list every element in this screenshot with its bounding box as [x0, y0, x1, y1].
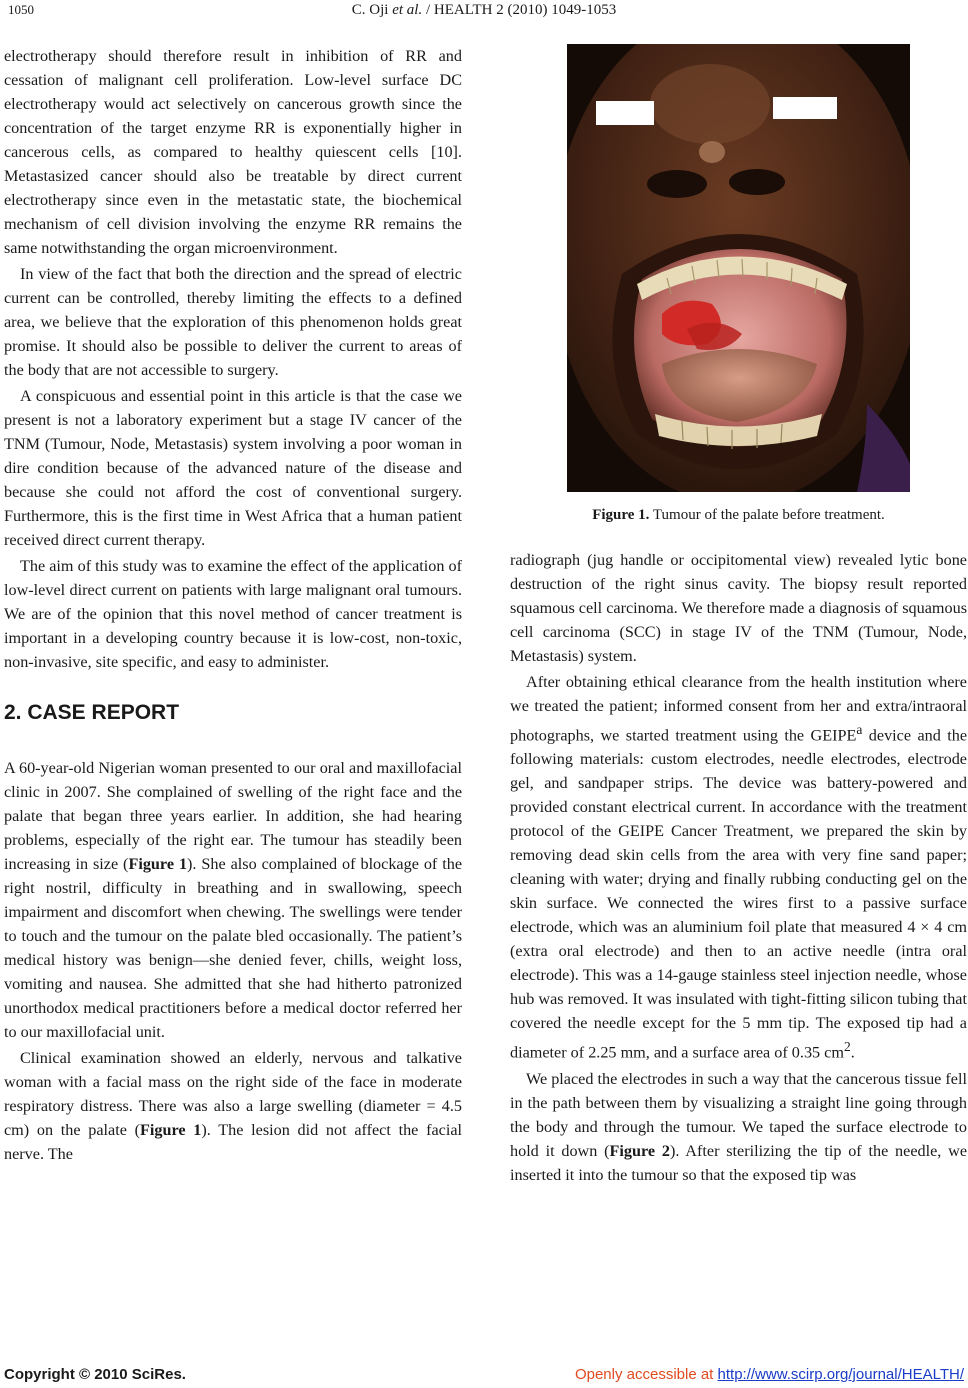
- palate-tumour-photo: [567, 44, 910, 492]
- figure-caption-text: Tumour of the palate before treatment.: [649, 507, 885, 523]
- paragraph-current-control: In view of the fact that both the direction and the spread of electric current can be controlled, thereby limiting the effects to a defined area, we believe that the exploration of this phenomenon holds great promise. It should also be possible to deliver the current to areas of the body that are not accessible to surgery.: [4, 265, 462, 379]
- figure-2-reference[interactable]: Figure 2: [609, 1141, 670, 1160]
- paragraph-treatment-setup: After obtaining ethical clearance from the health institution where we treated the patient; informed consent from her and extra/intraoral photographs, we started treatment using the GEIPE$^a$ device and the following materials: custom electrodes, needle electrodes, electrode gel, and sandpaper strips. The device was battery-powered and provided constant electrical current. In accordance with the treatment protocol of the GEIPE Cancer Treatment, we prepared the skin by removing dead skin cells from the area with very fine sand paper; cleaning with water; drying and finally rubbing conducting gel on the skin surface. We connected the wires first to a passive surface electrode, which was an aluminium foil plate that measured 4 × 4 cm (extra oral electrode) and then to an active needle (intra oral electrode). This was a 14-gauge stainless steel injection needle, whose hub was removed. It was insulated with tight-fitting silicon tubing that covered the needle except for the 5 mm tip. The exposed tip had a diameter of 2.25 mm, and a surface area of 0.35 $cm^2$.: [510, 673, 968, 1062]
- figure-1-photo: [567, 44, 910, 492]
- running-header-etal: et al.: [392, 2, 423, 18]
- paragraph-clinical-examination: Clinical examination showed an elderly, nervous and talkative woman with a facial mass on the right side of the face in moderate respiratory distress. There was also a large swelling (diameter = 4.5 cm) on the palate (Figure 1). The lesion did not affect the facial nerve. The: [4, 1049, 463, 1163]
- paragraph-electrode-placement: We placed the electrodes in such a way that the cancerous tissue fell in the path between them by visualizing a straight line going through the body and through the tumour. We taped the surface electrode to hold it down (Figure 2). After sterilizing the tip of the needle, we inserted it into the tumour so that the exposed tip was: [510, 1069, 968, 1184]
- page-number: 1050: [8, 2, 34, 17]
- footer-access: [575, 1366, 964, 1383]
- running-header-authors: C. Oji: [351, 2, 393, 18]
- figure-caption-label: Figure 1.: [592, 507, 650, 523]
- running-header-journal: / HEALTH 2 (2010) 1049-1053: [422, 2, 617, 18]
- footer-copyright: Copyright © 2010 SciRes.: [4, 1366, 186, 1383]
- superscript-a: a: [856, 722, 863, 737]
- journal-link[interactable]: http://www.scirp.org/journal/HEALTH/: [717, 1366, 964, 1383]
- figure-1-caption: [510, 505, 967, 525]
- running-header: [0, 2, 968, 19]
- section-heading-case-report: 2. CASE REPORT: [4, 701, 180, 724]
- paragraph-rr-inhibition: electrotherapy should therefore result in inhibition of RR and cessation of malignant cell proliferation. Low-level surface DC electrotherapy would act selectively on cancerous growth since the concentration of the target enzyme RR is exponentially higher in cancerous cells, as compared to healthy quiescent cells [10]. Metastasized cancer should also be treatable by direct current electrotherapy since even in the metastatic state, the biochemical mechanism of cell division involving the enzyme RR remains the same notwithstanding the organ microenvironment.: [4, 47, 462, 257]
- paragraph-radiograph-diagnosis: radiograph (jug handle or occipitomental view) revealed lytic bone destruction of the right sinus cavity. The biopsy result reported squamous cell carcinoma. We therefore made a diagnosis of squamous cell carcinoma (SCC) in stage IV of the TNM (Tumour, Node, Metastasis) system.: [510, 551, 967, 665]
- footer-access-text: Openly accessible at: [574, 1366, 718, 1383]
- paragraph-study-aim: The aim of this study was to examine the effect of the application of low-level direct current on patients with large malignant oral tumours. We are of the opinion that this novel method of cancer treatment is important in a developing country because it is low-cost, non-toxic, non-invasive, site specific, and easy to administer.: [4, 557, 462, 671]
- paragraph-case-presentation: A 60-year-old Nigerian woman presented to our oral and maxillofacial clinic in 2007. She complained of swelling of the right face and the palate that began three years earlier. In addition, she had hearing problems, especially of the right ear. The tumour has steadily been increasing in size (Figure 1). She also complained of blockage of the right nostril, difficulty in breathing and in swallowing, speech impairment and discomfort when chewing. The swellings were tender to touch and the tumour on the palate bled occasionally. The patient’s medical history was benign—she denied fever, chills, weight loss, vomiting and nausea. She admitted that she had hitherto patronized unorthodox medical practitioners before a medical doctor referred her to our maxillofacial unit.: [4, 759, 463, 1041]
- figure-1-reference[interactable]: Figure 1: [128, 855, 188, 873]
- superscript-2: 2: [843, 1039, 851, 1055]
- paragraph-conspicuous-point: A conspicuous and essential point in this article is that the case we present is not a laboratory experiment but a stage IV cancer of the TNM (Tumour, Node, Metastasis) system involving a poor woman in dire condition because of the advanced nature of the disease and because she could not afford the cost of conventional surgery. Furthermore, this is the first time in West Africa that a human patient received direct current therapy.: [4, 387, 462, 549]
- left-column: [4, 44, 462, 1166]
- right-column: [510, 548, 967, 1187]
- figure-1-reference[interactable]: Figure 1: [140, 1121, 202, 1139]
